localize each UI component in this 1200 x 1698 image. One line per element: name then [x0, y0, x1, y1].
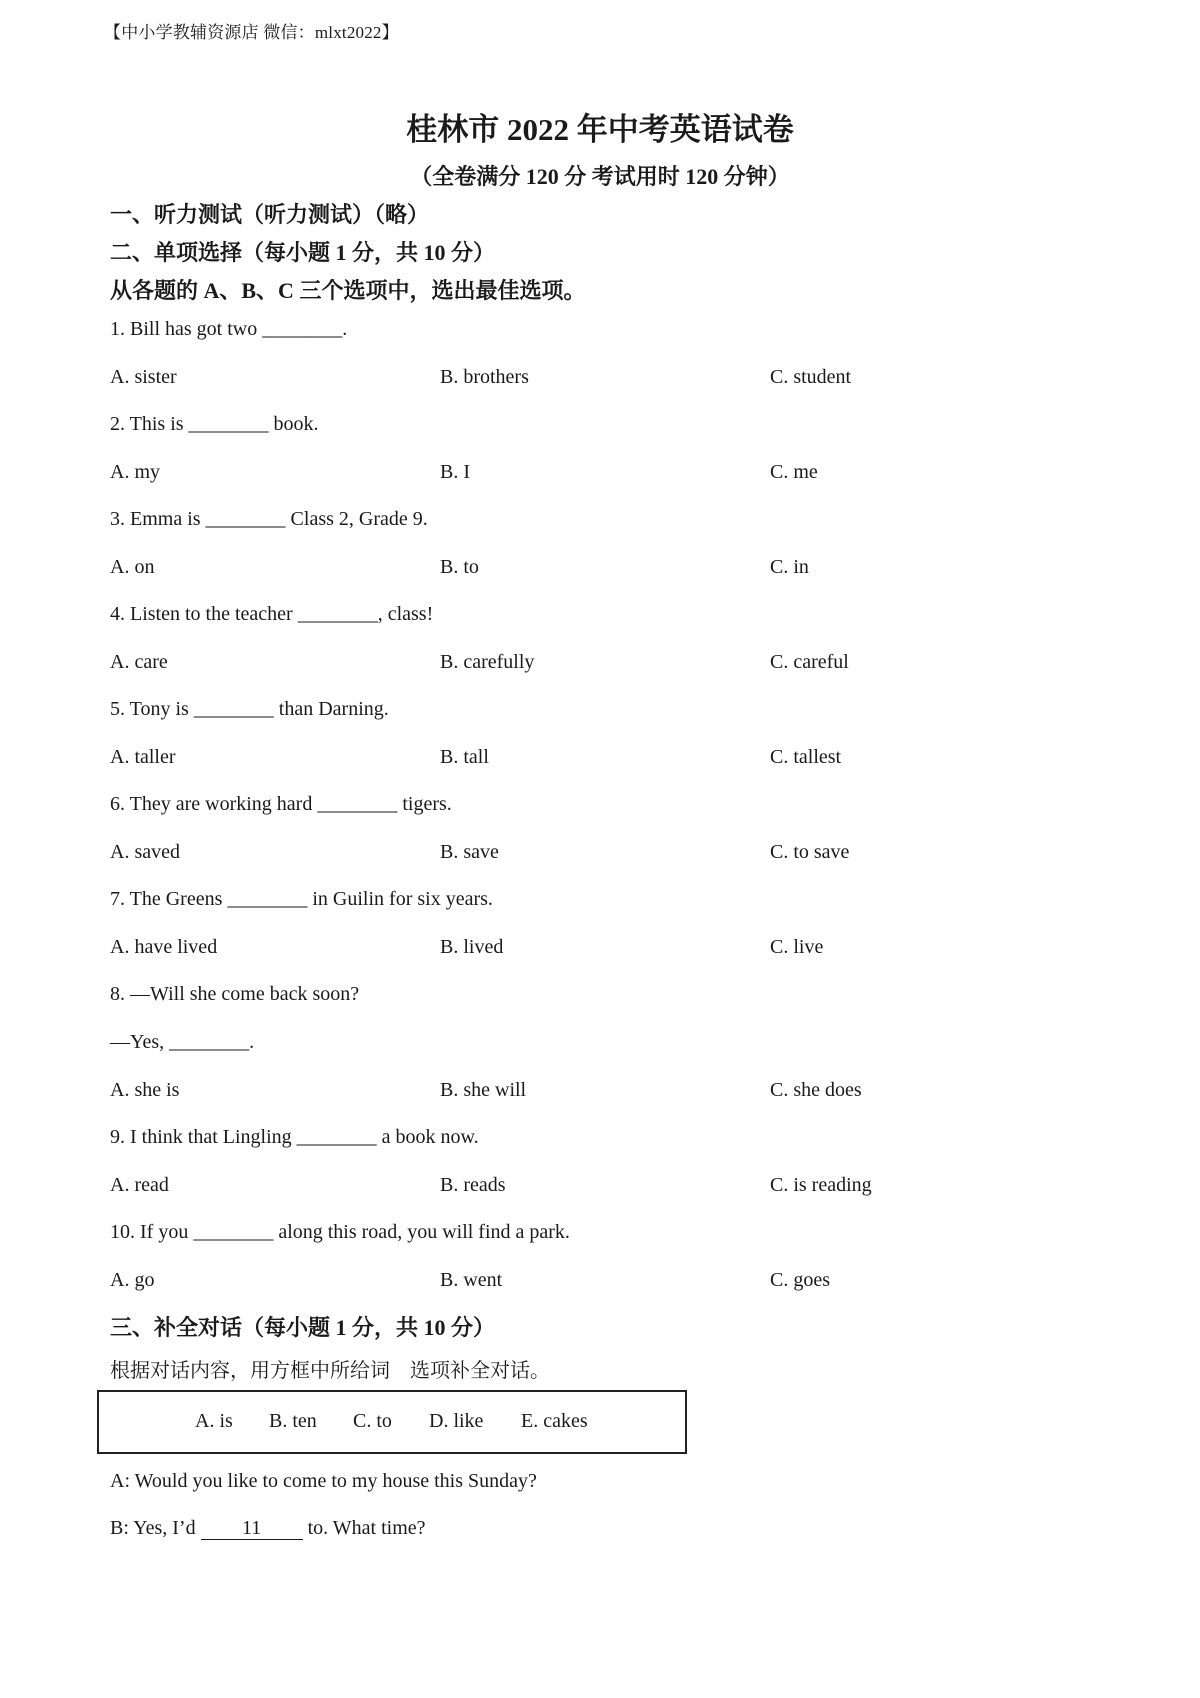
word-bank-box [97, 1390, 687, 1454]
question-2-option-b: B. I [440, 461, 470, 483]
word-bank-option-b: B. ten [269, 1410, 317, 1432]
section-2-instruction: 从各题的 A、B、C 三个选项中，选出最佳选项。 [110, 278, 586, 303]
question-4-option-a: A. care [110, 651, 168, 673]
question-4: 4. Listen to the teacher ________, class! [110, 603, 434, 625]
word-bank-option-d: D. like [429, 1410, 484, 1432]
question-4-option-c: C. careful [770, 651, 849, 673]
section-2-heading: 二、单项选择（每小题 1 分，共 10 分） [110, 240, 496, 265]
word-bank-option-e: E. cakes [521, 1410, 588, 1432]
question-5-option-a: A. taller [110, 746, 176, 768]
question-4-option-b: B. carefully [440, 651, 535, 673]
dialog-line-1: A: Would you like to come to my house this Sunday? [110, 1470, 537, 1492]
question-3-option-a: A. on [110, 556, 155, 578]
question-5-option-b: B. tall [440, 746, 489, 768]
question-8-option-c: C. she does [770, 1079, 862, 1101]
question-8-option-a: A. she is [110, 1079, 180, 1101]
dialog-line-2-start: B: Yes, I’d [110, 1517, 201, 1539]
section-3-instruction: 根据对话内容，用方框中所给词 选项补全对话。 [110, 1360, 550, 1382]
exam-title: 桂林市 2022 年中考英语试卷 [406, 112, 794, 147]
question-3-option-b: B. to [440, 556, 479, 578]
exam-subtitle: （全卷满分 120 分 考试用时 120 分钟） [410, 164, 790, 189]
question-10: 10. If you ________ along this road, you will find a park. [110, 1221, 570, 1243]
question-7-option-c: C. live [770, 936, 824, 958]
question-7-option-b: B. lived [440, 936, 504, 958]
question-9-option-c: C. is reading [770, 1174, 872, 1196]
question-5: 5. Tony is ________ than Darning. [110, 698, 389, 720]
question-6: 6. They are working hard ________ tigers. [110, 793, 452, 815]
question-9-option-b: B. reads [440, 1174, 506, 1196]
question-10-option-c: C. goes [770, 1269, 830, 1291]
question-2-option-a: A. my [110, 461, 160, 483]
question-10-option-b: B. went [440, 1269, 503, 1291]
question-1-option-a: A. sister [110, 366, 177, 388]
dialog-line-2-end: to. What time? [302, 1517, 426, 1539]
question-2-option-c: C. me [770, 461, 818, 483]
question-2: 2. This is ________ book. [110, 413, 319, 435]
question-8-option-b: B. she will [440, 1079, 527, 1101]
question-1: 1. Bill has got two ________. [110, 318, 348, 340]
question-7-option-a: A. have lived [110, 936, 218, 958]
question-6-option-b: B. save [440, 841, 499, 863]
header-note: 【中小学教辅资源店 微信：mlxt2022】 [104, 23, 399, 42]
section-1-heading: 一、听力测试（听力测试）（略） [110, 202, 430, 227]
question-8: 8. —Will she come back soon? [110, 983, 360, 1005]
question-5-option-c: C. tallest [770, 746, 842, 768]
dialog-line-2 [110, 1517, 426, 1540]
question-6-option-c: C. to save [770, 841, 850, 863]
question-3-option-c: C. in [770, 556, 809, 578]
question-3: 3. Emma is ________ Class 2, Grade 9. [110, 508, 428, 530]
section-3-heading: 三、补全对话（每小题 1 分，共 10 分） [110, 1315, 496, 1340]
word-bank-option-a: A. is [195, 1410, 233, 1432]
question-1-option-b: B. brothers [440, 366, 529, 388]
question-9-option-a: A. read [110, 1174, 169, 1196]
question-10-option-a: A. go [110, 1269, 155, 1291]
question-6-option-a: A. saved [110, 841, 180, 863]
question-1-option-c: C. student [770, 366, 852, 388]
question-8-reply: —Yes, ________. [110, 1031, 255, 1053]
answer-blank-11: 11 [201, 1518, 303, 1540]
word-bank-option-c: C. to [353, 1410, 392, 1432]
question-7: 7. The Greens ________ in Guilin for six years. [110, 888, 493, 910]
question-9: 9. I think that Lingling ________ a book now. [110, 1126, 479, 1148]
